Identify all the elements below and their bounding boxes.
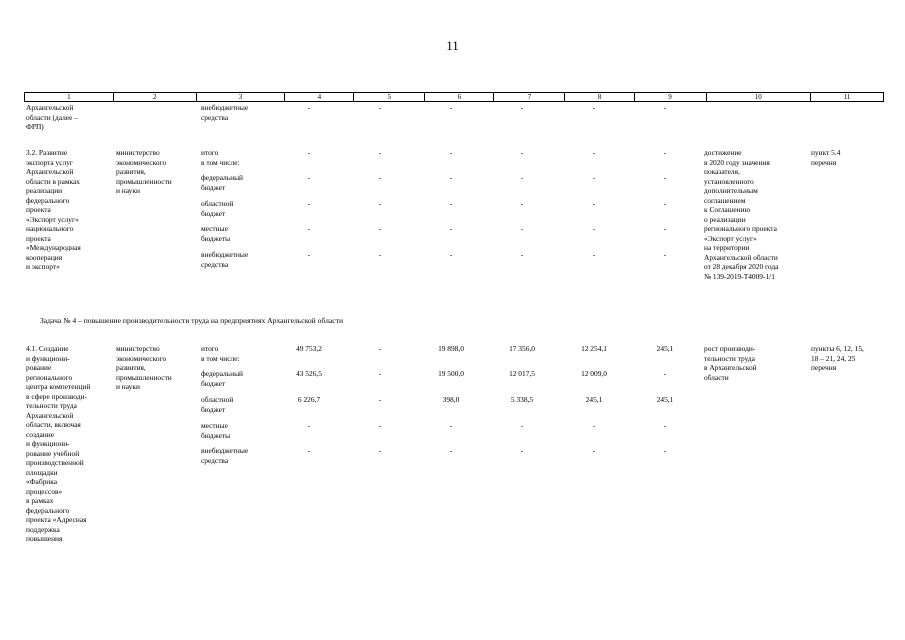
r32-v1-9: -: [663, 173, 667, 182]
table-header: [24, 92, 884, 102]
header-col-10: 10: [707, 93, 812, 101]
r41-v1-5: -: [378, 369, 382, 378]
r41-v2-6: 398,0: [442, 395, 460, 404]
r32-v0-9: -: [663, 148, 667, 157]
r41-src-4: внебюджетные средства: [201, 446, 249, 465]
r41-v2-8: 245,1: [585, 395, 603, 404]
r32-v3-8: -: [592, 224, 596, 233]
r41-src-1: федеральный бюджет: [201, 369, 243, 388]
r41-v0-8: 12 254,1: [581, 344, 607, 353]
r32-v4-5: -: [378, 250, 382, 259]
r41-v1-7: 12 017,5: [509, 369, 535, 378]
cont-col3: внебюджетные средства: [201, 103, 249, 122]
header-col-7: 7: [494, 93, 565, 101]
header-col-11: 11: [843, 93, 851, 101]
r32-v2-7: -: [520, 199, 524, 208]
r32-v4-9: -: [663, 250, 667, 259]
r41-v4-4: -: [307, 446, 311, 455]
r32-col10: достижение в 2020 году значения показателя, установленного дополнительным соглашением к Соглашению о реализации регионального проекта «Экспорт услуг» на территории Архангельской области от 28 декабря 2020 года № 139-2019-Т4009-1/1: [704, 148, 779, 281]
r32-v1-8: -: [592, 173, 596, 182]
r32-col11: пункт 5.4 перечня: [811, 148, 841, 167]
r32-v1-6: -: [449, 173, 453, 182]
r32-v3-9: -: [663, 224, 667, 233]
r32-v2-8: -: [592, 199, 596, 208]
header-col-6: 6: [425, 93, 494, 101]
r41-v2-5: -: [378, 395, 382, 404]
r41-v3-4: -: [307, 421, 311, 430]
r41-v1-4: 43 526,5: [296, 369, 322, 378]
r41-v0-7: 17 356,0: [509, 344, 535, 353]
r32-v1-7: -: [520, 173, 524, 182]
r41-src-2: областной бюджет: [201, 395, 234, 414]
r41-v1-6: 19 500,0: [438, 369, 464, 378]
r32-src-0: итого в том числе:: [201, 148, 240, 167]
r41-v0-5: -: [378, 344, 382, 353]
r32-v0-6: -: [449, 148, 453, 157]
r32-v0-5: -: [378, 148, 382, 157]
r41-v3-5: -: [378, 421, 382, 430]
r32-src-3: местные бюджеты: [201, 224, 231, 243]
r41-v3-7: -: [520, 421, 524, 430]
r32-col1: 3.2. Развитие экспорта услуг Архангельской области в рамках реализации федерального проекта «Экспорт услуг» национального проекта «Международная кооперация и экспорт»: [26, 148, 81, 271]
r32-v2-5: -: [378, 199, 382, 208]
r41-v3-9: -: [663, 421, 667, 430]
header-col-5: 5: [354, 93, 425, 101]
cont-v5: -: [378, 103, 382, 112]
r41-col10: рост производи- тельности труда в Архангельской области: [704, 344, 757, 382]
r41-col2: министерство экономического развития, промышленности и науки: [116, 344, 172, 391]
r32-v4-6: -: [449, 250, 453, 259]
page-number: 11: [446, 38, 459, 53]
r41-v2-9: 245,1: [656, 395, 674, 404]
r41-v4-6: -: [449, 446, 453, 455]
r32-v1-4: -: [307, 173, 311, 182]
r41-v4-5: -: [378, 446, 382, 455]
r32-v0-4: -: [307, 148, 311, 157]
r32-src-4: внебюджетные средства: [201, 250, 249, 269]
r41-v3-8: -: [592, 421, 596, 430]
header-col-3: 3: [197, 93, 286, 101]
r32-v2-9: -: [663, 199, 667, 208]
r41-src-3: местные бюджеты: [201, 421, 231, 440]
r41-v3-6: -: [449, 421, 453, 430]
header-col-2: 2: [114, 93, 197, 101]
r41-v0-4: 49 753,2: [296, 344, 322, 353]
r32-v4-4: -: [307, 250, 311, 259]
r41-v1-8: 12 009,0: [581, 369, 607, 378]
r41-v2-4: 6 226,7: [297, 395, 321, 404]
r41-src-0: итого в том числе:: [201, 344, 240, 363]
cont-v8: -: [592, 103, 596, 112]
r41-col1: 4.1. Создание и функциони- рование регионального центра компетенций в сфере производи- тельности труда Архангельской области, включая создание и функциони- рование учебной производственной площадки «Фабрика процессов» в рамках федерального проекта «Адресная поддержка повышения: [26, 344, 91, 543]
r32-v0-8: -: [592, 148, 596, 157]
r41-v0-9: 245,1: [656, 344, 674, 353]
r41-v2-7: 5 338,5: [510, 395, 534, 404]
header-col-9: 9: [635, 93, 707, 101]
cont-v7: -: [520, 103, 524, 112]
r32-v0-7: -: [520, 148, 524, 157]
cont-v4: -: [307, 103, 311, 112]
header-col-1: 1: [25, 93, 114, 101]
r32-v2-6: -: [449, 199, 453, 208]
header-col-8: 8: [565, 93, 634, 101]
r32-src-2: областной бюджет: [201, 199, 234, 218]
r32-col2: министерство экономического развития, промышленности и науки: [116, 148, 172, 195]
task-4-heading: Задача № 4 – повышение производительности труда на предприятиях Архангельской области: [40, 316, 344, 325]
cont-v6: -: [449, 103, 453, 112]
r41-v4-9: -: [663, 446, 667, 455]
header-col-4: 4: [285, 93, 354, 101]
r41-v1-9: -: [663, 369, 667, 378]
r32-v3-4: -: [307, 224, 311, 233]
cont-v9: -: [663, 103, 667, 112]
r32-v4-8: -: [592, 250, 596, 259]
r32-v3-7: -: [520, 224, 524, 233]
cont-col1: Архангельской области (далее – ФРП): [26, 103, 78, 131]
r41-v0-6: 19 898,0: [438, 344, 464, 353]
r32-v2-4: -: [307, 199, 311, 208]
r32-v1-5: -: [378, 173, 382, 182]
r41-col11: пункты 6, 12, 15, 18 – 21, 24, 25 перечня: [811, 344, 864, 372]
r32-v3-5: -: [378, 224, 382, 233]
r32-v4-7: -: [520, 250, 524, 259]
r41-v4-8: -: [592, 446, 596, 455]
r32-src-1: федеральный бюджет: [201, 173, 243, 192]
r32-v3-6: -: [449, 224, 453, 233]
r41-v4-7: -: [520, 446, 524, 455]
